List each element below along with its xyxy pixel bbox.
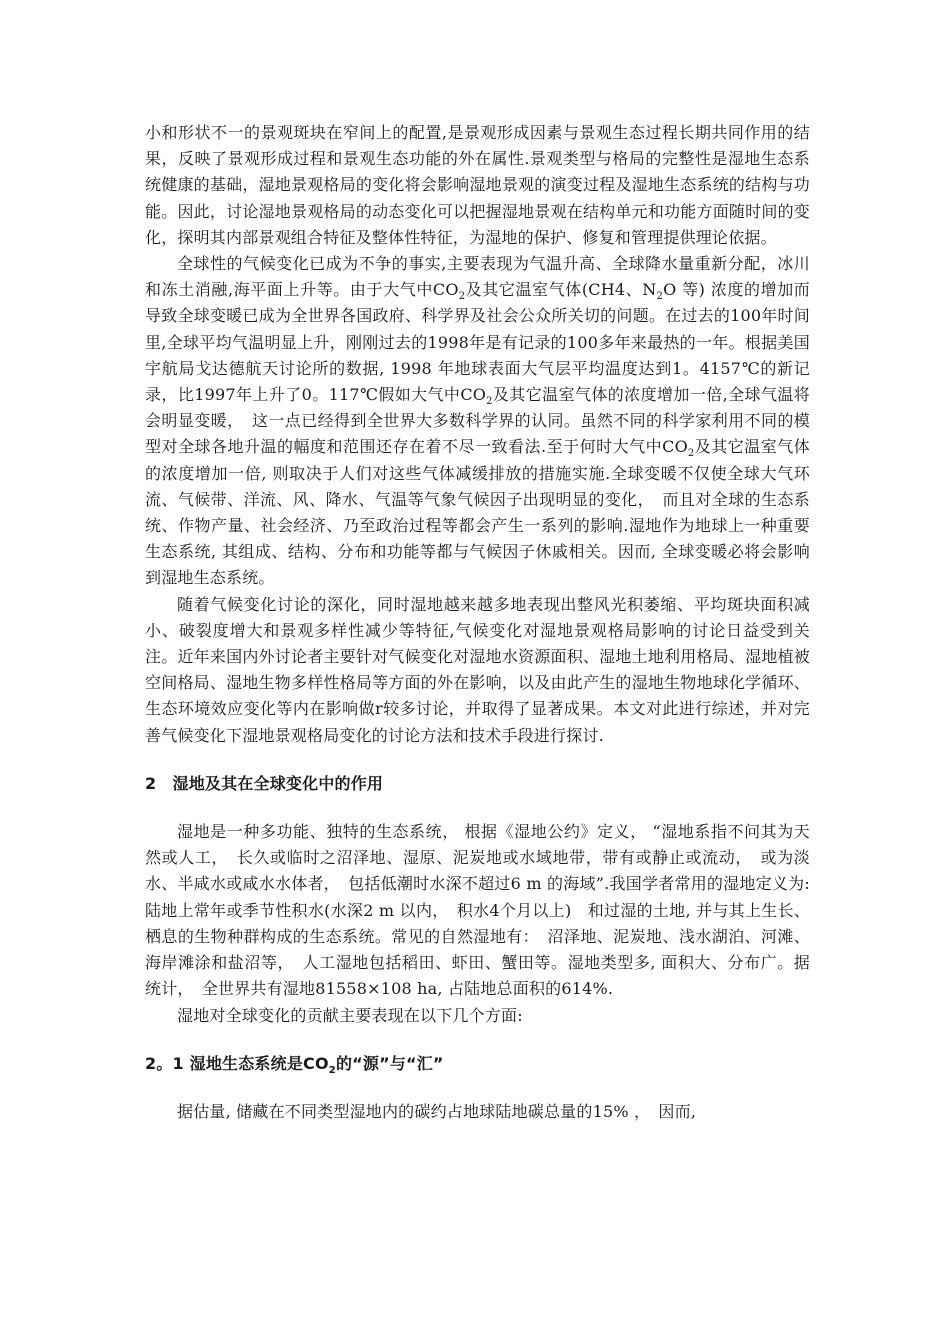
subscript: 2 [328, 1064, 336, 1076]
body-paragraph-research-review: 随着气候变化讨论的深化，同时湿地越来越多地表现出整风光积萎缩、平均斑块面积减小、破裂度增大和景观多样性减少等特征,气候变化对湿地景观格局影响的讨论日益受到关注。近年来国内外讨论者主要针对气候变化对湿地水资源面积、湿地土地利用格局、湿地植被空间格局、湿地生物多样性格局等方面的外在影响，以及由此产生的湿地生物地球化学循环、生态环境效应变化等内在影响做r较多讨论，并取得了显著成果。本文对此进行综述，并对完善气候变化下湿地景观格局变化的讨论方法和技术手段进行探讨. [145, 594, 810, 745]
body-paragraph-climate-change [145, 251, 810, 592]
section-heading-wetland-role: 2 湿地及其在全球变化中的作用 [145, 773, 384, 793]
subscript: 2 [687, 448, 695, 460]
body-paragraph-contribution-intro: 湿地对全球变化的贡献主要表现在以下几个方面: [177, 1005, 523, 1025]
text-run: 2。1 湿地生态系统是CO [145, 1053, 329, 1073]
body-paragraph-wetland-definition: 湿地是一种多功能、独特的生态系统， 根据《湿地公约》定义， “湿地系指不问其为天然或人工， 长久或临时之沼泽地、湿原、泥炭地或水域地带，带有或静止或流动， 或为淡水、半咸水或咸水水体者， 包括低潮时水深不超过6 m 的海域”.我国学者常用的湿地定义为: 陆地上常年或季节性积水(水深2 m 以内， 积水4个月以上) 和过湿的土地, 并与其上生长、栖息的生物种群构成的生态系统。常见的自然湿地有： 沼泽地、泥炭地、浅水湖泊、河滩、海岸滩涂和盐沼等， 人工湿地包括稻田、虾田、蟹田等。湿地类型多, 面积大、分布广。据统计， 全世界共有湿地81558×108 ha, 占陆地总面积的614%. [145, 822, 810, 999]
text-run: 的“源”与“汇” [335, 1053, 444, 1073]
document-page [145, 120, 810, 1125]
body-paragraph-carbon-storage: 据估量, 储藏在不同类型湿地内的碳约占地球陆地碳总量的15% ， 因而, [177, 1101, 697, 1121]
body-paragraph-landscape-pattern: 小和形状不一的景观斑块在窄间上的配置,是景观形成因素与景观生态过程长期共同作用的结果，反映了景观形成过程和景观生态功能的外在属性.景观类型与格局的完整性是湿地生态系统健康的基础，湿地景观格局的变化将会影响湿地景观的演变过程及湿地生态系统的结构与功能。因此，讨论湿地景观格局的动态变化可以把握湿地景观在结构单元和功能方面随时间的变化，探明其内部景观组合特征及整体性特征，为湿地的保护、修复和管理提供理论依据。 [145, 123, 810, 247]
subscript: 2 [656, 291, 664, 303]
text-run: 及其它温室气体(CH4、N [465, 280, 657, 300]
text-run: 全球性的气候变化已成为不争的事实,主要表现为气温升高、全球降水量重新分配，冰川和冻土消融,海平面上升等。由于大气中CO [145, 254, 810, 300]
subscript: 2 [458, 291, 466, 303]
subscript: 2 [486, 396, 493, 408]
text-run: 及其它温室气体的浓度增加一倍, 则取决于人们对这些气体减缓排放的措施实施.全球变暖不仅使全球大气环流、气候带、洋流、风、降水、气温等气象气候因子出现明显的变化， 而且对全球的生态系统、作物产量、社会经济、乃至政治过程等都会产生一系列的影响.湿地作为地球上一种重要生态系统, 其组成、结构、分布和功能等都与气候因子休戚相关。因而, 全球变暖必将会影响到湿地生态系统。 [145, 437, 810, 588]
subsection-heading-co2-source-sink [145, 1051, 810, 1077]
text-run: 及其它温室气体的浓度增加一倍,全球气温将会明显变暖， 这一点已经得到全世界大多数科学界的认同。虽然不同的科学家利用不同的模型对全球各地升温的幅度和范围还存在着不尽一致看法.至于何时大气中CO [145, 385, 810, 457]
text-run: O 等) 浓度的增加而导致全球变暖已成为全世界各国政府、科学界及社会公众所关切的问题。在过去的100年时间里,全球平均气温明显上升，刚刚过去的1998年是有记录的100多年来最热的一年。根据美国宇航局戈达德航天讨论所的数据, 1998 年地球表面大气层平均温度达到1。4157℃的新记录，比1997年上升了0。117℃假如大气中CO [145, 280, 811, 405]
